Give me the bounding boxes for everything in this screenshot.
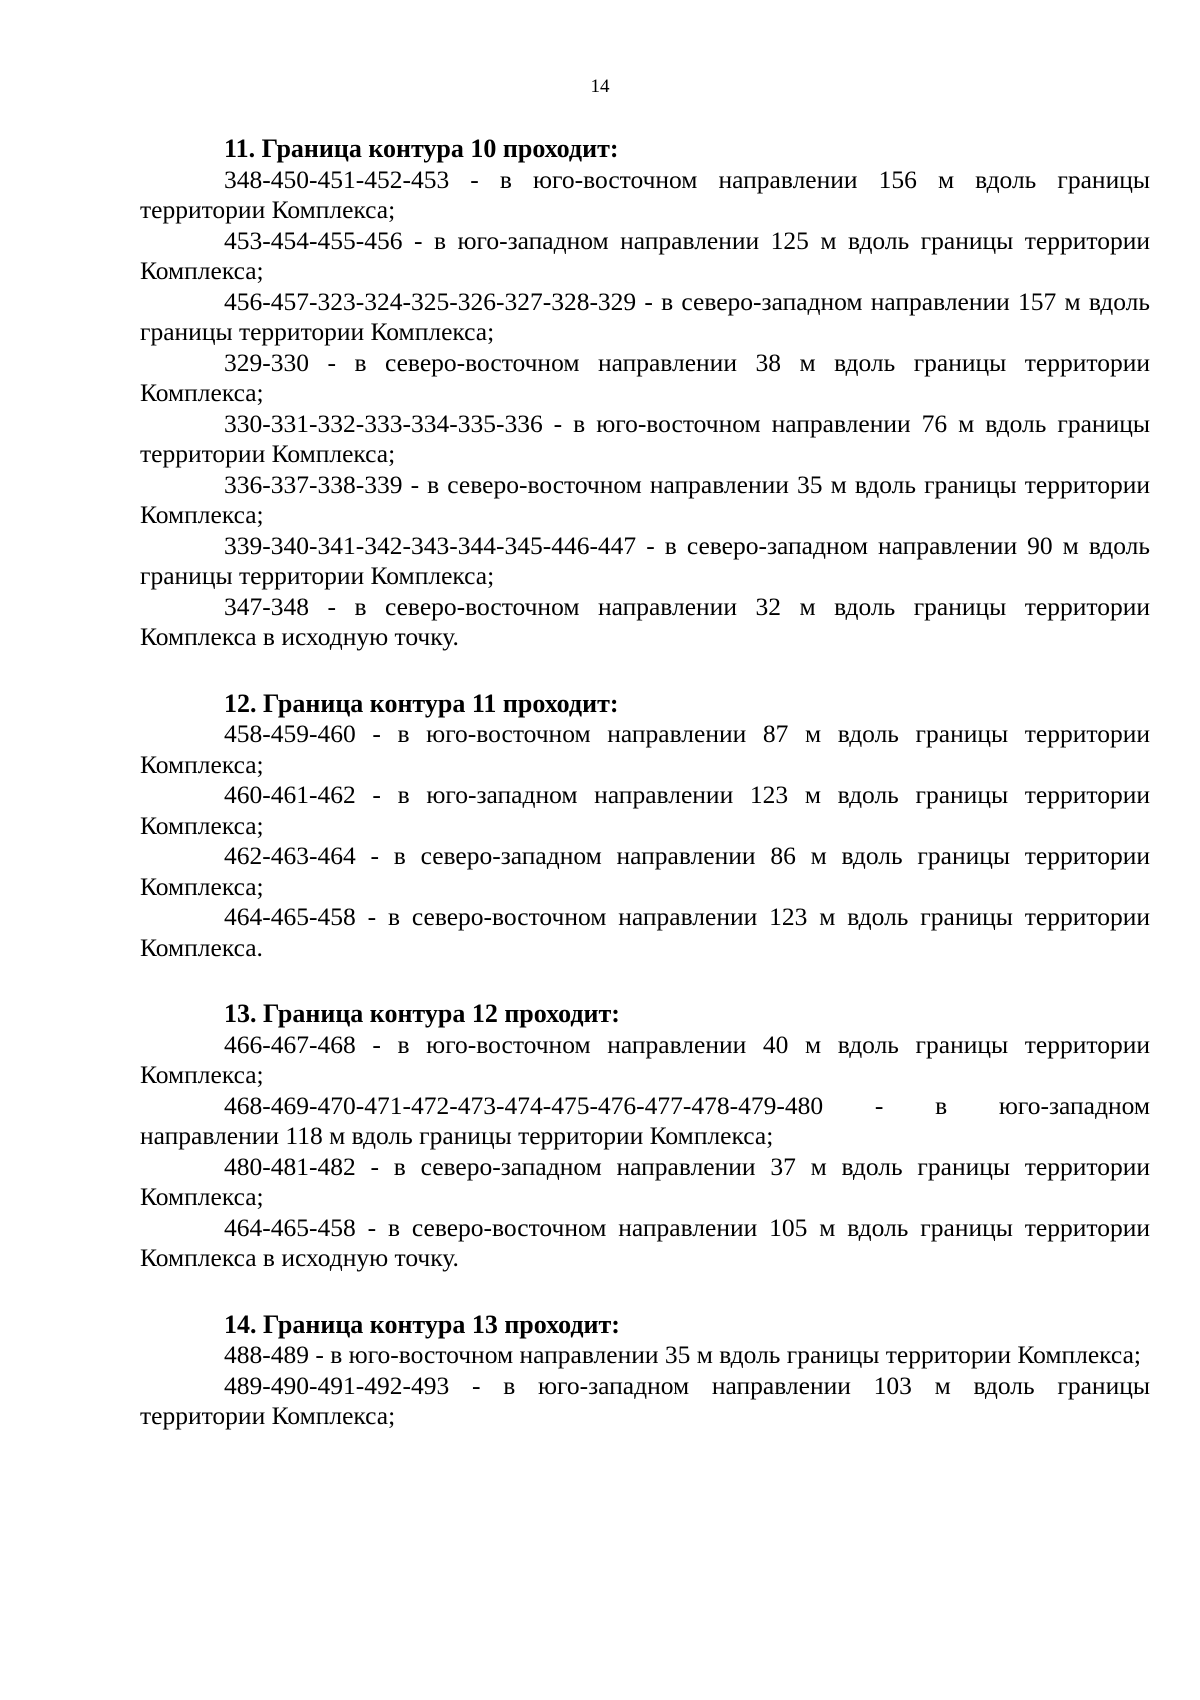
boundary-paragraph: 464-465-458 - в северо-восточном направлении 123 м вдоль границы территории Комплекса. (140, 902, 1150, 962)
section-contour-11 (140, 689, 1150, 964)
boundary-paragraph: 464-465-458 - в северо-восточном направлении 105 м вдоль границы территории Комплекса в исходную точку. (140, 1212, 1150, 1272)
section-contour-10 (140, 134, 1150, 653)
boundary-paragraph: 468-469-470-471-472-473-474-475-476-477-478-479-480 - в юго-западном направлении 118 м вдоль границы территории Комплекса; (140, 1090, 1150, 1150)
section-title: 13. Граница контура 12 проходит: (224, 999, 620, 1028)
boundary-paragraph: 347-348 - в северо-восточном направлении 32 м вдоль границы территории Комплекса в исходную точку. (140, 591, 1150, 651)
boundary-paragraph: 456-457-323-324-325-326-327-328-329 - в северо-западном направлении 157 м вдоль границы территории Комплекса; (140, 286, 1150, 346)
boundary-paragraph: 339-340-341-342-343-344-345-446-447 - в северо-западном направлении 90 м вдоль границы территории Комплекса; (140, 530, 1150, 590)
boundary-paragraph: 330-331-332-333-334-335-336 - в юго-восточном направлении 76 м вдоль границы территории Комплекса; (140, 408, 1150, 468)
section-contour-12 (140, 999, 1150, 1274)
section-title: 12. Граница контура 11 проходит: (224, 688, 619, 718)
boundary-paragraph: 466-467-468 - в юго-восточном направлении 40 м вдоль границы территории Комплекса; (140, 1029, 1150, 1089)
boundary-paragraph: 458-459-460 - в юго-восточном направлении 87 м вдоль границы территории Комплекса; (140, 719, 1150, 779)
document-body (140, 134, 1150, 1432)
boundary-paragraph: 460-461-462 - в юго-западном направлении 123 м вдоль границы территории Комплекса; (140, 780, 1150, 840)
boundary-paragraph: 329-330 - в северо-восточном направлении 38 м вдоль границы территории Комплекса; (140, 347, 1150, 407)
boundary-paragraph: 480-481-482 - в северо-западном направлении 37 м вдоль границы территории Комплекса; (140, 1151, 1150, 1211)
boundary-paragraph: 348-450-451-452-453 - в юго-восточном направлении 156 м вдоль границы территории Комплекса; (140, 164, 1150, 224)
section-title: 11. Граница контура 10 проходит: (224, 134, 619, 163)
page-number: 14 (590, 76, 610, 97)
boundary-paragraph: 488-489 - в юго-восточном направлении 35 м вдоль границы территории Комплекса; (224, 1340, 1141, 1369)
boundary-paragraph: 462-463-464 - в северо-западном направлении 86 м вдоль границы территории Комплекса; (140, 841, 1150, 901)
section-contour-13 (140, 1310, 1150, 1432)
boundary-paragraph: 489-490-491-492-493 - в юго-западном направлении 103 м вдоль границы территории Комплекса; (140, 1370, 1150, 1430)
section-title: 14. Граница контура 13 проходит: (224, 1309, 620, 1339)
boundary-paragraph: 336-337-338-339 - в северо-восточном направлении 35 м вдоль границы территории Комплекса; (140, 469, 1150, 529)
boundary-paragraph: 453-454-455-456 - в юго-западном направлении 125 м вдоль границы территории Комплекса; (140, 225, 1150, 285)
